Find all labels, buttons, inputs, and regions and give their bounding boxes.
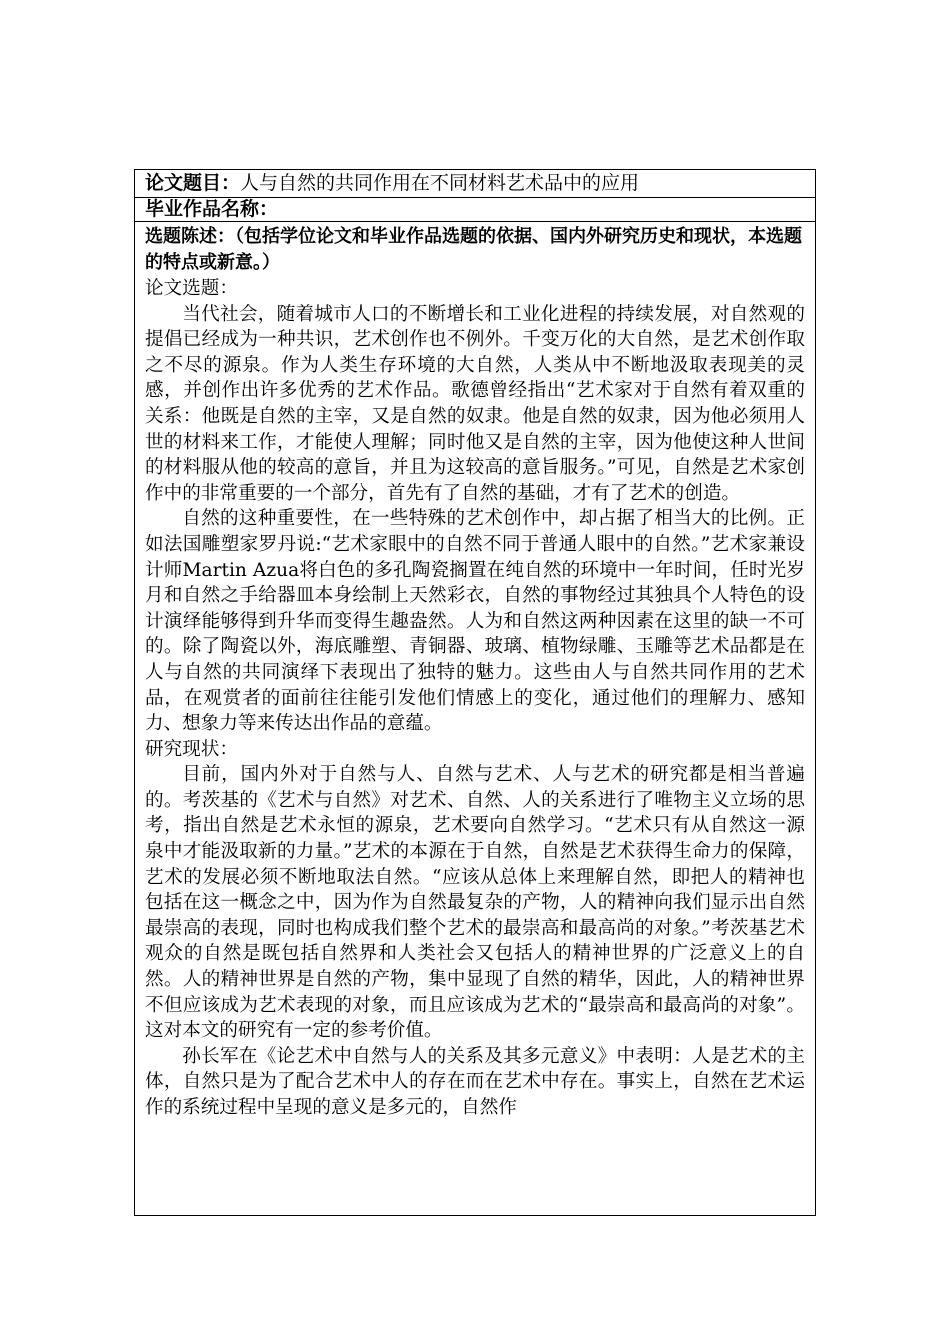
work-name-label: 毕业作品名称： — [145, 198, 279, 220]
paragraph-topic-1: 当代社会，随着城市人口的不断增长和工业化进程的持续发展，对自然观的提倡已经成为一种共识，艺术创作也不例外。千变万化的大自然，是艺术创作取之不尽的源泉。作为人类生存环境的大自然，人类从中不断地汲取表现美的灵感，并创作出许多优秀的艺术作品。歌德曾经指出“艺术家对于自然有着双重的关系：他既是自然的主宰，又是自然的奴隶。他是自然的奴隶，因为他必须用人世的材料来工作，才能使人理解；同时他又是自然的主宰，因为他使这种人世间的材料服从他的较高的意旨，并且为这较高的意旨服务。”可见，自然是艺术家创作中的非常重要的一个部分，首先有了自然的基础，才有了艺术的创造。 — [145, 303, 805, 504]
thesis-title-value: 人与自然的共同作用在不同材料艺术品中的应用 — [240, 172, 640, 194]
section-heading-status: 研究现状： — [145, 738, 238, 760]
thesis-title-label: 论文题目： — [145, 172, 241, 194]
thesis-title-row — [135, 170, 815, 198]
proposal-table — [134, 169, 816, 1216]
section-heading-topic: 论文选题： — [145, 278, 238, 299]
statement-cell — [135, 222, 815, 1121]
paragraph-status-2: 孙长军在《论艺术中自然与人的关系及其多元意义》中表明：人是艺术的主体，自然只是为了配合艺术中人的存在而在艺术中存在。事实上，自然在艺术运作的系统过程中呈现的意义是多元的，自然作 — [145, 1045, 805, 1118]
paragraph-status-1: 目前，国内外对于自然与人、自然与艺术、人与艺术的研究都是相当普遍的。考茨基的《艺术与自然》对艺术、自然、人的关系进行了唯物主义立场的思考，指出自然是艺术永恒的源泉，艺术要向自然学习。“艺术只有从自然这一源泉中才能汲取新的力量。”艺术的本源在于自然，自然是艺术获得生命力的保障，艺术的发展必须不断地取法自然。“应该从总体上来理解自然，即把人的精神也包括在这一概念之中，因为作为自然最复杂的产物，人的精神向我们显示出自然最崇高的表现，同时也构成我们整个艺术的最崇高和最高尚的对象。”考茨基艺术观众的自然是既包括自然界和人类社会又包括人的精神世界的广泛意义上的自然。人的精神世界是自然的产物，集中显现了自然的精华，因此，人的精神世界不但应该成为艺术表现的对象，而且应该成为艺术的“最崇高和最高尚的对象”。这对本文的研究有一定的参考价值。 — [145, 764, 805, 1042]
work-name-row — [135, 198, 815, 222]
paragraph-topic-2: 自然的这种重要性，在一些特殊的艺术创作中，却占据了相当大的比例。正如法国雕塑家罗丹说:“艺术家眼中的自然不同于普通人眼中的自然。”艺术家兼设计师Martin Azua将白色的多孔陶瓷搁置在纯自然的环境中一年时间，任时光岁月和自然之手给器皿本身绘制上天然彩衣，自然的事物经过其独具个人特色的设计演绎能够得到升华而变得生趣盎然。人为和自然这两种因素在这里的缺一不可的。除了陶瓷以外，海底雕塑、青铜器、玻璃、植物绿雕、玉雕等艺术品都是在人与自然的共同演绎下表现出了独特的魅力。这些由人与自然共同作用的艺术品，在观赏者的面前往往能引发他们情感上的变化，通过他们的理解力、感知力、想象力等来传达出作品的意蕴。 — [145, 508, 805, 735]
statement-heading: 选题陈述：（包括学位论文和毕业作品选题的依据、国内外研究历史和现状，本选题的特点或新意。） — [145, 226, 802, 273]
